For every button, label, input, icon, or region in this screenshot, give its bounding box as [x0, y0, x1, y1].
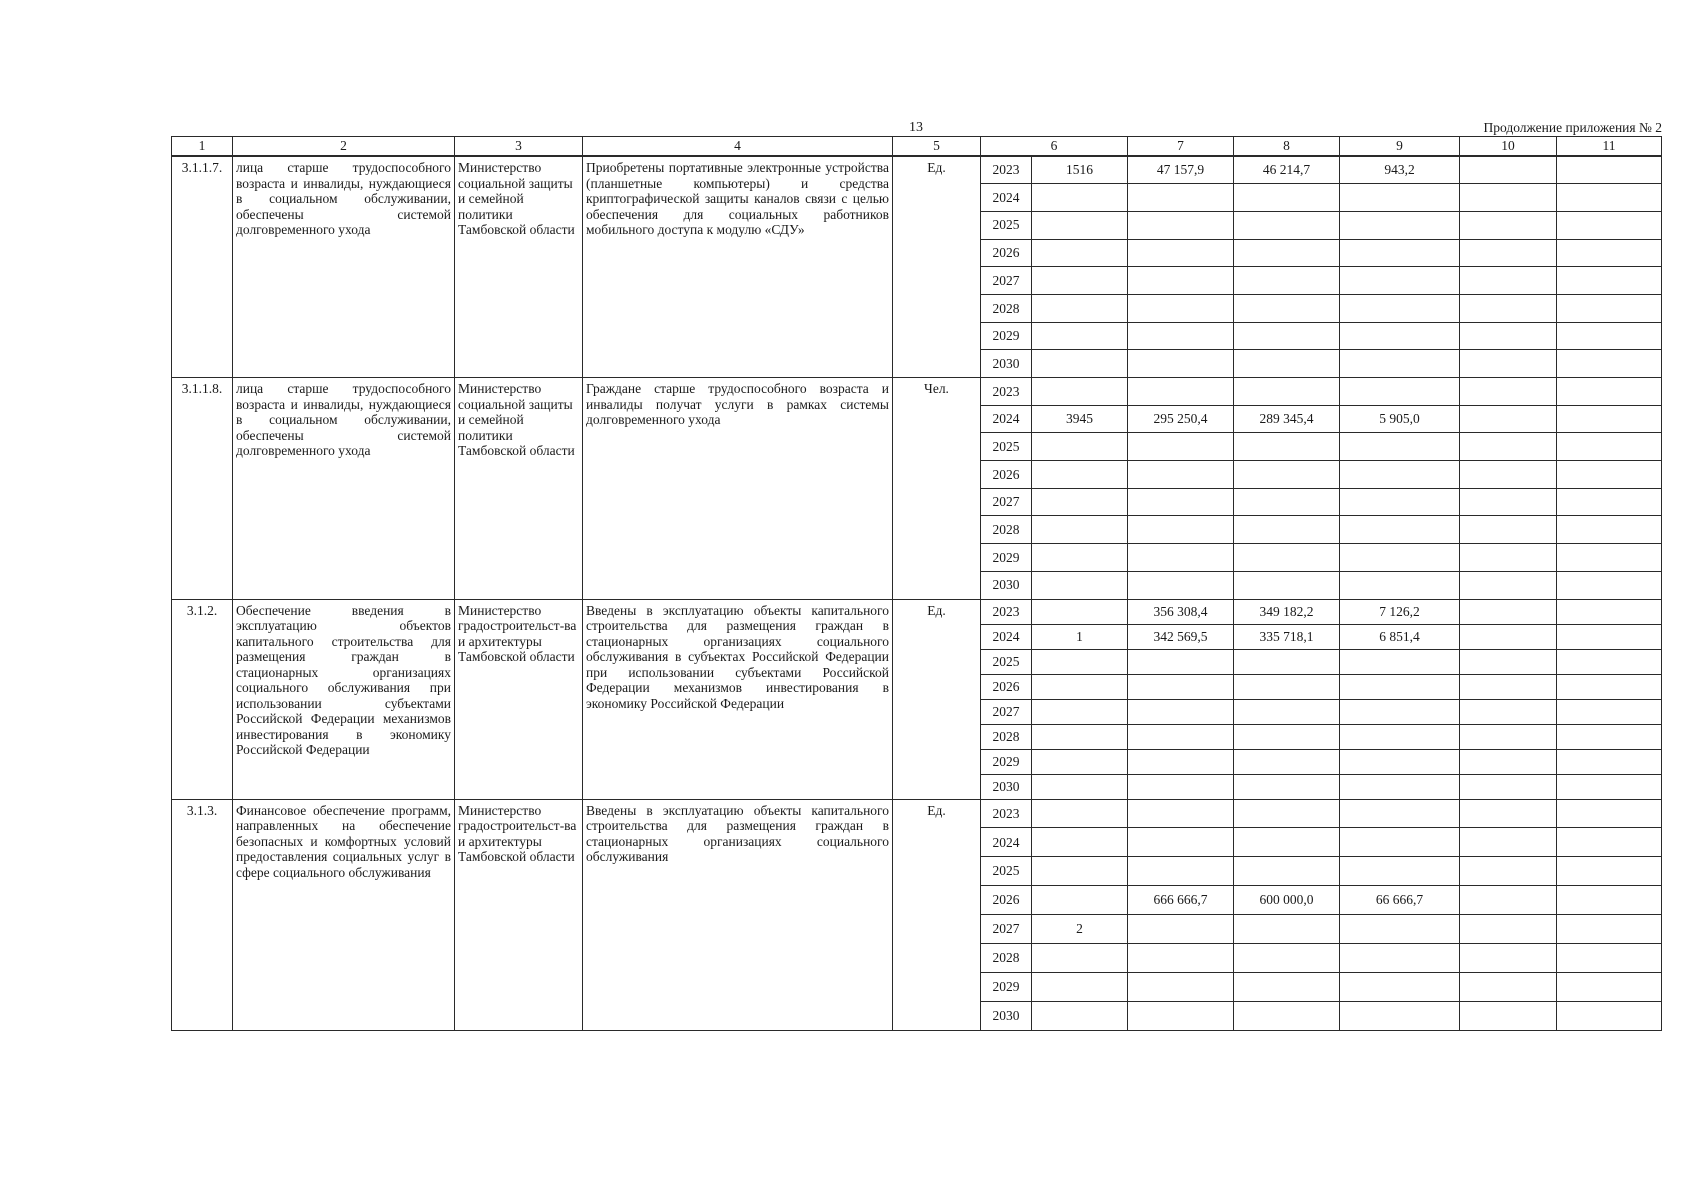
expected-result: Введены в эксплуатацию объекты капитального строительства для размещения граждан в стационарных организациях социального обслуживания в субъектах Российской Федерации при использовании субъектами Российской Федерации механизмов инвестирования в экономику Российской Федерации	[583, 599, 893, 799]
indicator-value-cell	[1032, 267, 1128, 295]
table-body	[172, 156, 1662, 1030]
continuation-note: Продолжение приложения № 2	[1483, 120, 1662, 135]
indicator-value-cell	[1032, 571, 1128, 599]
year-cell: 2024	[981, 405, 1032, 433]
year-cell: 2026	[981, 461, 1032, 489]
indicator-value-cell	[1032, 461, 1128, 489]
indicator-value-cell	[1032, 239, 1128, 267]
column-11-cell	[1557, 1001, 1662, 1030]
column-10-cell	[1460, 886, 1557, 915]
task-description: Финансовое обеспечение программ, направленных на обеспечение безопасных и комфортных условий предоставления социальных услуг в сфере социального обслуживания	[233, 799, 455, 1030]
indicator-value-cell	[1032, 350, 1128, 378]
regional-budget-cell: 6 851,4	[1340, 624, 1460, 649]
total-funding-cell	[1128, 972, 1234, 1001]
column-10-cell	[1460, 322, 1557, 350]
regional-budget-cell: 5 905,0	[1340, 405, 1460, 433]
federal-budget-cell: 335 718,1	[1234, 624, 1340, 649]
federal-budget-cell	[1234, 943, 1340, 972]
indicator-value-cell	[1032, 1001, 1128, 1030]
column-11-cell	[1557, 828, 1662, 857]
task-description: Обеспечение введения в эксплуатацию объектов капитального строительства для размещения граждан в стационарных организациях социального обслуживания при использовании субъектами Российской Федерации механизмов инвестирования в экономику Российской Федерации	[233, 599, 455, 799]
column-10-cell	[1460, 267, 1557, 295]
column-10-cell	[1460, 943, 1557, 972]
column-10-cell	[1460, 774, 1557, 799]
federal-budget-cell	[1234, 267, 1340, 295]
indicator-value-cell	[1032, 724, 1128, 749]
total-funding-cell: 666 666,7	[1128, 886, 1234, 915]
total-funding-cell	[1128, 724, 1234, 749]
column-11-cell	[1557, 915, 1662, 944]
column-10-cell	[1460, 1001, 1557, 1030]
expected-result: Приобретены портативные электронные устройства (планшетные компьютеры) и средства криптографической защиты каналов связи с целью обеспечения для социальных работников мобильного доступа к модулю «СДУ»	[583, 156, 893, 378]
federal-budget-cell	[1234, 488, 1340, 516]
column-10-cell	[1460, 699, 1557, 724]
column-10-cell	[1460, 516, 1557, 544]
year-cell: 2023	[981, 799, 1032, 828]
regional-budget-cell	[1340, 571, 1460, 599]
column-header-4: 4	[583, 137, 893, 157]
year-cell: 2026	[981, 674, 1032, 699]
column-10-cell	[1460, 156, 1557, 184]
indicator-value-cell: 2	[1032, 915, 1128, 944]
regional-budget-cell	[1340, 828, 1460, 857]
column-10-cell	[1460, 294, 1557, 322]
column-10-cell	[1460, 405, 1557, 433]
item-number: 3.1.1.7.	[172, 156, 233, 378]
federal-budget-cell	[1234, 915, 1340, 944]
federal-budget-cell: 349 182,2	[1234, 599, 1340, 624]
table-row	[172, 156, 1662, 184]
column-10-cell	[1460, 599, 1557, 624]
regional-budget-cell	[1340, 184, 1460, 212]
responsible-executor: Министерство градостроительст-ва и архитектуры Тамбовской области	[455, 599, 583, 799]
total-funding-cell	[1128, 915, 1234, 944]
year-cell: 2029	[981, 544, 1032, 572]
year-cell: 2024	[981, 828, 1032, 857]
total-funding-cell: 47 157,9	[1128, 156, 1234, 184]
total-funding-cell	[1128, 699, 1234, 724]
indicator-value-cell	[1032, 649, 1128, 674]
regional-budget-cell	[1340, 699, 1460, 724]
regional-budget-cell: 7 126,2	[1340, 599, 1460, 624]
total-funding-cell	[1128, 433, 1234, 461]
total-funding-cell	[1128, 267, 1234, 295]
total-funding-cell	[1128, 516, 1234, 544]
table-row	[172, 599, 1662, 624]
column-header-7: 7	[1128, 137, 1234, 157]
program-activities-table	[171, 136, 1662, 1031]
column-11-cell	[1557, 184, 1662, 212]
total-funding-cell	[1128, 1001, 1234, 1030]
column-11-cell	[1557, 774, 1662, 799]
regional-budget-cell	[1340, 239, 1460, 267]
unit-of-measure: Ед.	[893, 599, 981, 799]
table-row	[172, 799, 1662, 828]
unit-of-measure: Ед.	[893, 156, 981, 378]
federal-budget-cell	[1234, 972, 1340, 1001]
column-11-cell	[1557, 749, 1662, 774]
column-10-cell	[1460, 724, 1557, 749]
total-funding-cell	[1128, 294, 1234, 322]
year-cell: 2023	[981, 156, 1032, 184]
year-cell: 2027	[981, 915, 1032, 944]
year-cell: 2029	[981, 322, 1032, 350]
column-11-cell	[1557, 544, 1662, 572]
item-number: 3.1.2.	[172, 599, 233, 799]
total-funding-cell	[1128, 544, 1234, 572]
regional-budget-cell	[1340, 799, 1460, 828]
indicator-value-cell	[1032, 184, 1128, 212]
federal-budget-cell	[1234, 239, 1340, 267]
indicator-value-cell	[1032, 378, 1128, 406]
item-number: 3.1.3.	[172, 799, 233, 1030]
federal-budget-cell: 46 214,7	[1234, 156, 1340, 184]
regional-budget-cell	[1340, 724, 1460, 749]
regional-budget-cell	[1340, 544, 1460, 572]
column-10-cell	[1460, 828, 1557, 857]
regional-budget-cell	[1340, 350, 1460, 378]
regional-budget-cell	[1340, 488, 1460, 516]
indicator-value-cell	[1032, 211, 1128, 239]
total-funding-cell: 356 308,4	[1128, 599, 1234, 624]
indicator-value-cell	[1032, 943, 1128, 972]
regional-budget-cell	[1340, 461, 1460, 489]
federal-budget-cell	[1234, 544, 1340, 572]
total-funding-cell	[1128, 828, 1234, 857]
year-cell: 2027	[981, 267, 1032, 295]
total-funding-cell	[1128, 350, 1234, 378]
federal-budget-cell: 289 345,4	[1234, 405, 1340, 433]
year-cell: 2025	[981, 211, 1032, 239]
column-11-cell	[1557, 624, 1662, 649]
indicator-value-cell	[1032, 294, 1128, 322]
indicator-value-cell	[1032, 972, 1128, 1001]
column-header-8: 8	[1234, 137, 1340, 157]
column-10-cell	[1460, 433, 1557, 461]
column-11-cell	[1557, 378, 1662, 406]
unit-of-measure: Ед.	[893, 799, 981, 1030]
federal-budget-cell	[1234, 461, 1340, 489]
column-11-cell	[1557, 886, 1662, 915]
federal-budget-cell	[1234, 649, 1340, 674]
column-11-cell	[1557, 799, 1662, 828]
year-cell: 2028	[981, 516, 1032, 544]
regional-budget-cell	[1340, 857, 1460, 886]
column-11-cell	[1557, 433, 1662, 461]
year-cell: 2025	[981, 649, 1032, 674]
indicator-value-cell	[1032, 674, 1128, 699]
column-11-cell	[1557, 699, 1662, 724]
column-10-cell	[1460, 211, 1557, 239]
column-11-cell	[1557, 571, 1662, 599]
federal-budget-cell	[1234, 211, 1340, 239]
column-header-10: 10	[1460, 137, 1557, 157]
federal-budget-cell	[1234, 433, 1340, 461]
total-funding-cell	[1128, 857, 1234, 886]
federal-budget-cell	[1234, 350, 1340, 378]
year-cell: 2025	[981, 433, 1032, 461]
regional-budget-cell: 943,2	[1340, 156, 1460, 184]
column-10-cell	[1460, 461, 1557, 489]
year-cell: 2028	[981, 943, 1032, 972]
year-cell: 2029	[981, 749, 1032, 774]
federal-budget-cell	[1234, 571, 1340, 599]
year-cell: 2030	[981, 571, 1032, 599]
regional-budget-cell	[1340, 516, 1460, 544]
federal-budget-cell	[1234, 1001, 1340, 1030]
column-11-cell	[1557, 674, 1662, 699]
column-11-cell	[1557, 322, 1662, 350]
column-10-cell	[1460, 350, 1557, 378]
total-funding-cell	[1128, 378, 1234, 406]
regional-budget-cell	[1340, 378, 1460, 406]
regional-budget-cell	[1340, 674, 1460, 699]
federal-budget-cell	[1234, 674, 1340, 699]
federal-budget-cell	[1234, 828, 1340, 857]
regional-budget-cell	[1340, 433, 1460, 461]
year-cell: 2028	[981, 724, 1032, 749]
indicator-value-cell	[1032, 322, 1128, 350]
column-11-cell	[1557, 724, 1662, 749]
indicator-value-cell	[1032, 799, 1128, 828]
year-cell: 2030	[981, 774, 1032, 799]
column-11-cell	[1557, 649, 1662, 674]
column-header-2: 2	[233, 137, 455, 157]
year-cell: 2024	[981, 624, 1032, 649]
indicator-value-cell: 1516	[1032, 156, 1128, 184]
column-11-cell	[1557, 239, 1662, 267]
item-number: 3.1.1.8.	[172, 378, 233, 600]
indicator-value-cell	[1032, 774, 1128, 799]
total-funding-cell	[1128, 461, 1234, 489]
federal-budget-cell	[1234, 749, 1340, 774]
indicator-value-cell	[1032, 516, 1128, 544]
indicator-value-cell	[1032, 599, 1128, 624]
responsible-executor: Министерство социальной защиты и семейной политики Тамбовской области	[455, 156, 583, 378]
column-header-11: 11	[1557, 137, 1662, 157]
column-11-cell	[1557, 599, 1662, 624]
page-number: 13	[909, 120, 923, 135]
column-number-row	[172, 137, 1662, 157]
regional-budget-cell	[1340, 267, 1460, 295]
column-10-cell	[1460, 184, 1557, 212]
regional-budget-cell	[1340, 774, 1460, 799]
column-header-6: 6	[981, 137, 1128, 157]
indicator-value-cell: 3945	[1032, 405, 1128, 433]
total-funding-cell	[1128, 322, 1234, 350]
column-10-cell	[1460, 972, 1557, 1001]
year-cell: 2027	[981, 699, 1032, 724]
indicator-value-cell	[1032, 886, 1128, 915]
regional-budget-cell	[1340, 749, 1460, 774]
year-cell: 2029	[981, 972, 1032, 1001]
federal-budget-cell	[1234, 799, 1340, 828]
regional-budget-cell	[1340, 211, 1460, 239]
regional-budget-cell	[1340, 1001, 1460, 1030]
column-11-cell	[1557, 857, 1662, 886]
column-11-cell	[1557, 294, 1662, 322]
column-10-cell	[1460, 915, 1557, 944]
responsible-executor: Министерство социальной защиты и семейной политики Тамбовской области	[455, 378, 583, 600]
total-funding-cell: 295 250,4	[1128, 405, 1234, 433]
total-funding-cell	[1128, 674, 1234, 699]
total-funding-cell	[1128, 774, 1234, 799]
column-11-cell	[1557, 516, 1662, 544]
table-row	[172, 378, 1662, 406]
total-funding-cell	[1128, 799, 1234, 828]
indicator-value-cell: 1	[1032, 624, 1128, 649]
column-10-cell	[1460, 378, 1557, 406]
year-cell: 2026	[981, 239, 1032, 267]
federal-budget-cell	[1234, 724, 1340, 749]
column-10-cell	[1460, 239, 1557, 267]
column-10-cell	[1460, 544, 1557, 572]
column-10-cell	[1460, 624, 1557, 649]
column-10-cell	[1460, 488, 1557, 516]
total-funding-cell	[1128, 488, 1234, 516]
column-header-3: 3	[455, 137, 583, 157]
column-header-9: 9	[1340, 137, 1460, 157]
indicator-value-cell	[1032, 433, 1128, 461]
expected-result: Введены в эксплуатацию объекты капитального строительства для размещения граждан в стационарных организациях социального обслуживания	[583, 799, 893, 1030]
indicator-value-cell	[1032, 699, 1128, 724]
regional-budget-cell	[1340, 972, 1460, 1001]
year-cell: 2026	[981, 886, 1032, 915]
column-10-cell	[1460, 857, 1557, 886]
year-cell: 2030	[981, 1001, 1032, 1030]
unit-of-measure: Чел.	[893, 378, 981, 600]
column-11-cell	[1557, 943, 1662, 972]
total-funding-cell	[1128, 184, 1234, 212]
year-cell: 2024	[981, 184, 1032, 212]
column-11-cell	[1557, 156, 1662, 184]
column-11-cell	[1557, 461, 1662, 489]
column-header-1: 1	[172, 137, 233, 157]
responsible-executor: Министерство градостроительст-ва и архитектуры Тамбовской области	[455, 799, 583, 1030]
column-10-cell	[1460, 799, 1557, 828]
total-funding-cell	[1128, 943, 1234, 972]
total-funding-cell	[1128, 211, 1234, 239]
indicator-value-cell	[1032, 857, 1128, 886]
column-10-cell	[1460, 649, 1557, 674]
federal-budget-cell	[1234, 699, 1340, 724]
regional-budget-cell	[1340, 294, 1460, 322]
total-funding-cell	[1128, 571, 1234, 599]
column-10-cell	[1460, 571, 1557, 599]
column-11-cell	[1557, 267, 1662, 295]
total-funding-cell	[1128, 649, 1234, 674]
column-11-cell	[1557, 972, 1662, 1001]
column-11-cell	[1557, 405, 1662, 433]
federal-budget-cell: 600 000,0	[1234, 886, 1340, 915]
year-cell: 2023	[981, 378, 1032, 406]
total-funding-cell	[1128, 749, 1234, 774]
regional-budget-cell	[1340, 322, 1460, 350]
indicator-value-cell	[1032, 749, 1128, 774]
federal-budget-cell	[1234, 184, 1340, 212]
regional-budget-cell	[1340, 943, 1460, 972]
column-11-cell	[1557, 211, 1662, 239]
regional-budget-cell	[1340, 915, 1460, 944]
federal-budget-cell	[1234, 378, 1340, 406]
federal-budget-cell	[1234, 516, 1340, 544]
column-10-cell	[1460, 674, 1557, 699]
federal-budget-cell	[1234, 774, 1340, 799]
total-funding-cell: 342 569,5	[1128, 624, 1234, 649]
regional-budget-cell	[1340, 649, 1460, 674]
indicator-value-cell	[1032, 544, 1128, 572]
year-cell: 2030	[981, 350, 1032, 378]
column-10-cell	[1460, 749, 1557, 774]
year-cell: 2027	[981, 488, 1032, 516]
federal-budget-cell	[1234, 294, 1340, 322]
year-cell: 2023	[981, 599, 1032, 624]
task-description: лица старше трудоспособного возраста и инвалиды, нуждающиеся в социальном обслуживании, обеспечены системой долговременного ухода	[233, 156, 455, 378]
federal-budget-cell	[1234, 322, 1340, 350]
task-description: лица старше трудоспособного возраста и инвалиды, нуждающиеся в социальном обслуживании, обеспечены системой долговременного ухода	[233, 378, 455, 600]
expected-result: Граждане старше трудоспособного возраста и инвалиды получат услуги в рамках системы долговременного ухода	[583, 378, 893, 600]
indicator-value-cell	[1032, 488, 1128, 516]
column-11-cell	[1557, 488, 1662, 516]
federal-budget-cell	[1234, 857, 1340, 886]
year-cell: 2025	[981, 857, 1032, 886]
total-funding-cell	[1128, 239, 1234, 267]
regional-budget-cell: 66 666,7	[1340, 886, 1460, 915]
indicator-value-cell	[1032, 828, 1128, 857]
year-cell: 2028	[981, 294, 1032, 322]
column-11-cell	[1557, 350, 1662, 378]
column-header-5: 5	[893, 137, 981, 157]
